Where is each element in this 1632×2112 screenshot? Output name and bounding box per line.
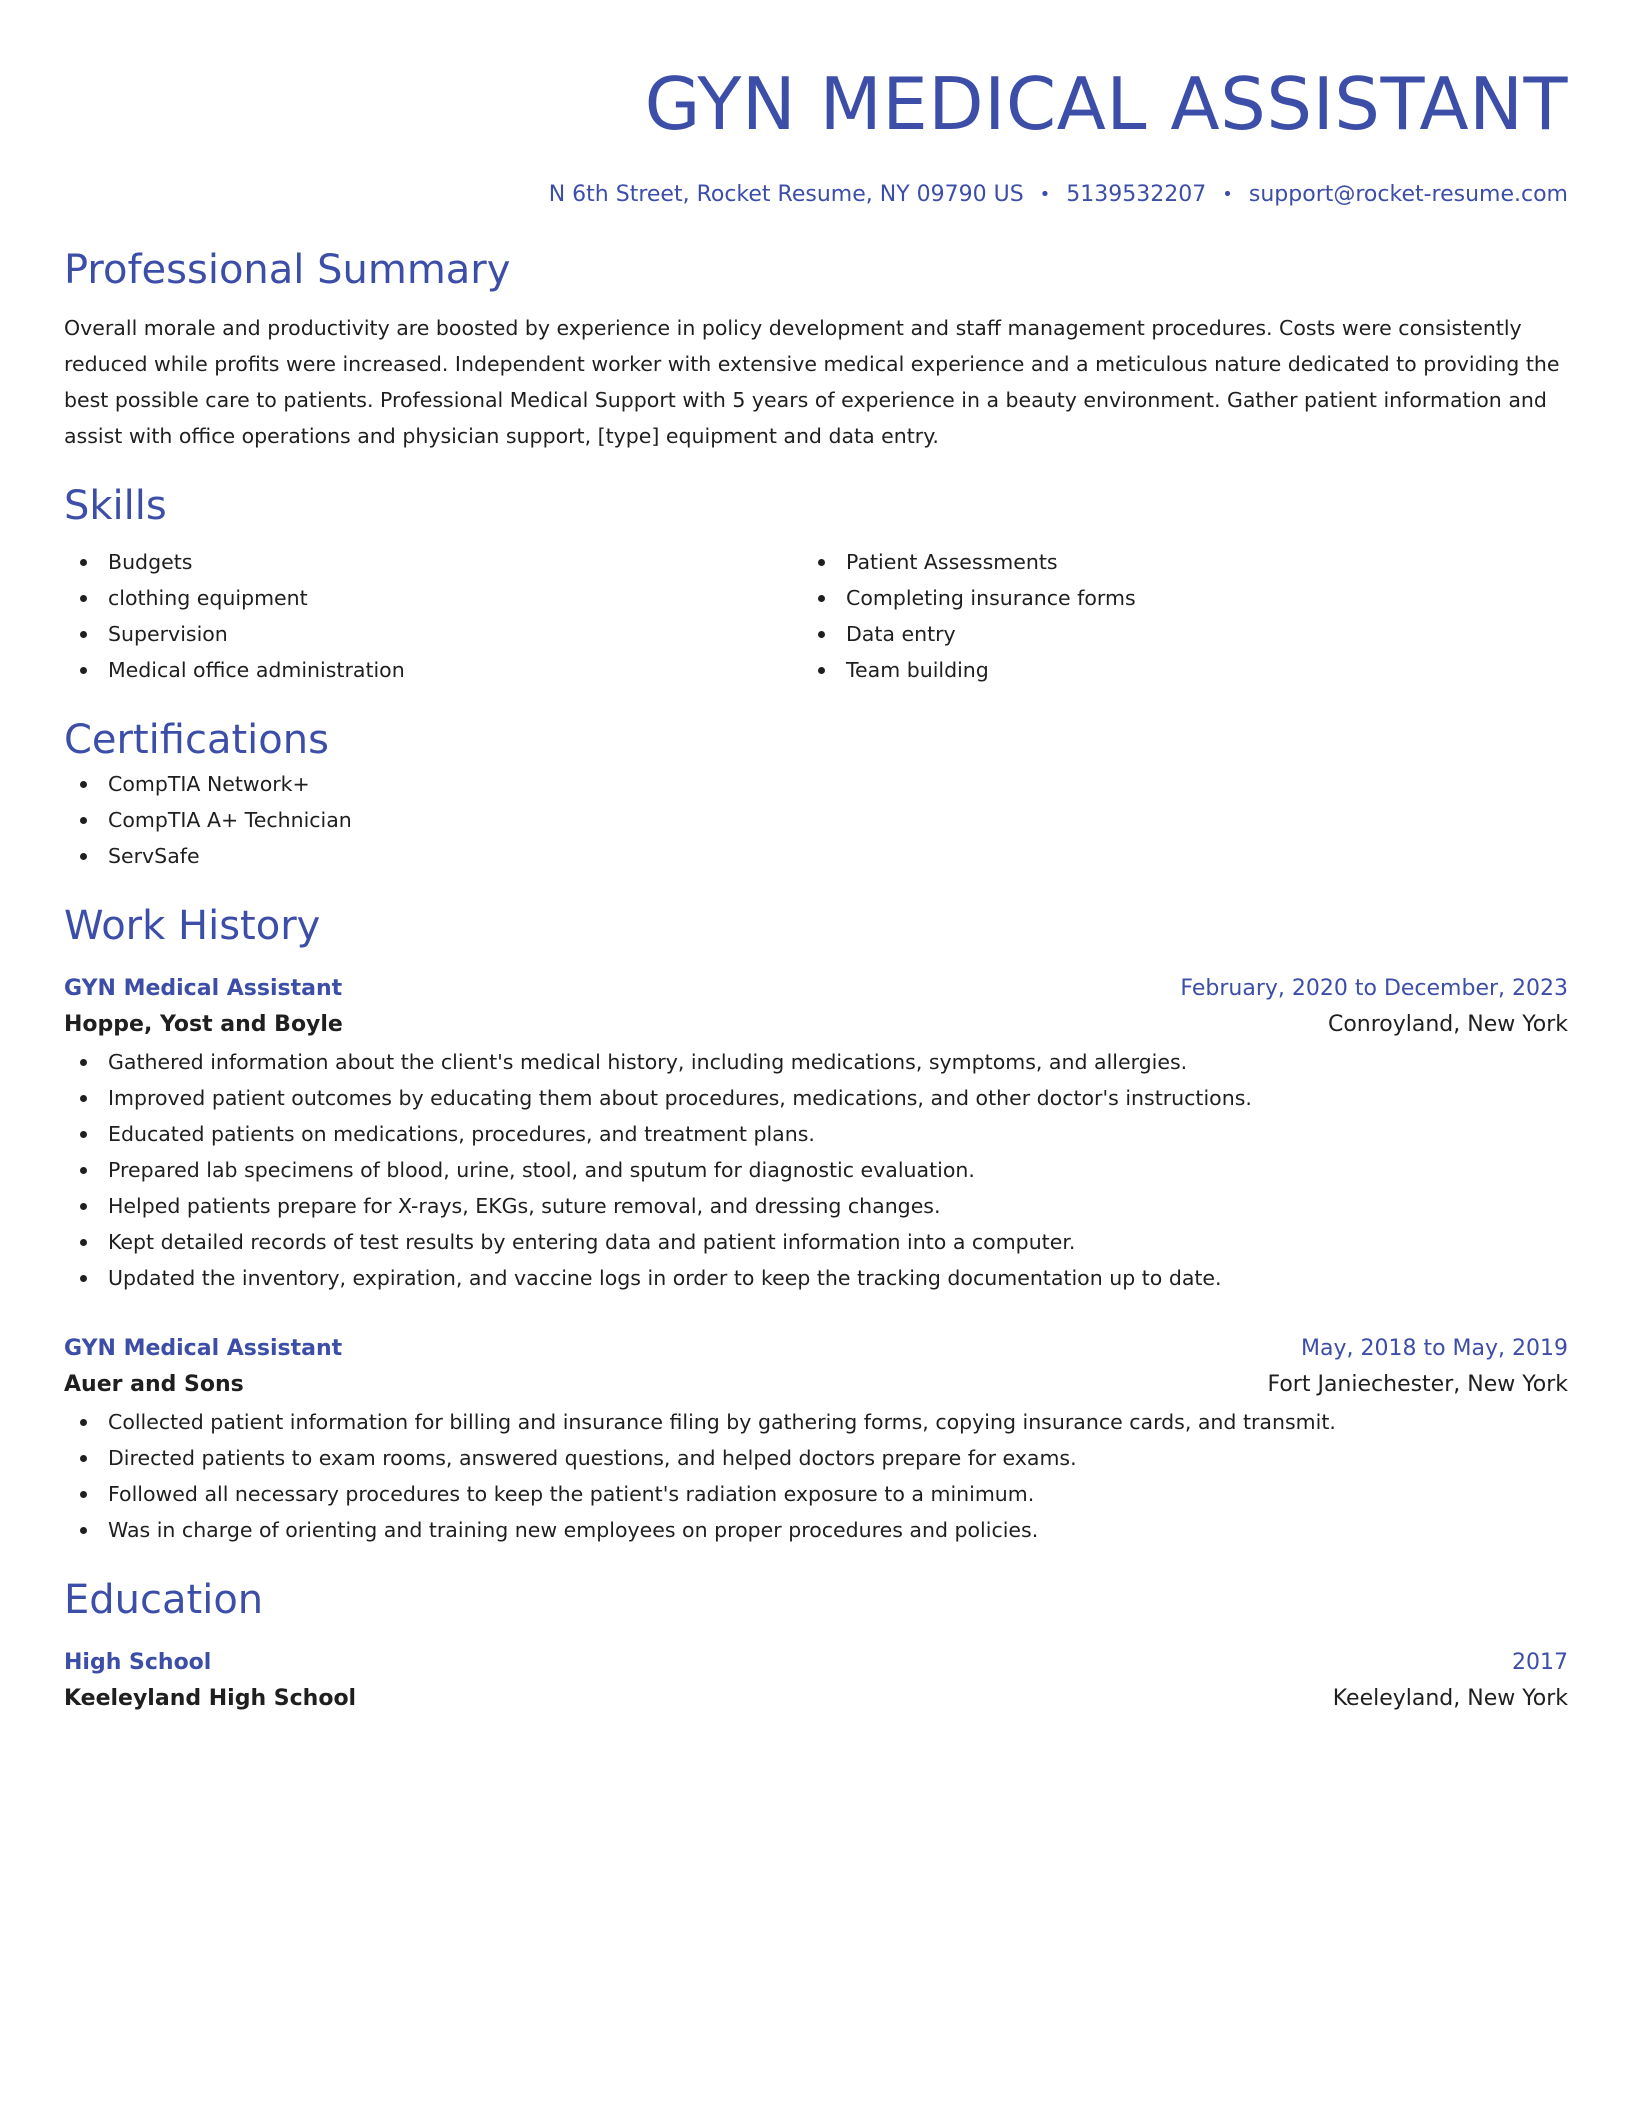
contact-line	[64, 180, 1568, 210]
contact-separator: •	[1039, 184, 1051, 205]
section-heading-work-history: Work History	[64, 903, 321, 949]
skill-item: Patient Assessments	[802, 544, 1540, 580]
contact-separator: •	[1222, 184, 1233, 205]
education-degree-row	[64, 1646, 1568, 1680]
job-bullet: Collected patient information for billing and insurance filing by gathering forms, copying insurance cards, and transmit.	[64, 1404, 1568, 1440]
job-bullet: Prepared lab specimens of blood, urine, stool, and sputum for diagnostic evaluation.	[64, 1152, 1568, 1188]
education-location: Keeleyland, New York	[1332, 1686, 1568, 1711]
certifications-list	[64, 766, 1568, 874]
skills-list-left	[64, 544, 802, 688]
skill-item: Completing insurance forms	[802, 580, 1540, 616]
summary-section	[64, 244, 1568, 454]
job-employer-row	[64, 1006, 1568, 1044]
contact-email[interactable]: support@rocket-resume.com	[1248, 182, 1568, 207]
job-dates: February, 2020 to December, 2023	[1180, 976, 1568, 1001]
job-title: GYN Medical Assistant	[64, 1336, 343, 1361]
section-heading-education: Education	[64, 1577, 264, 1623]
skill-item: Supervision	[64, 616, 802, 652]
education-section	[64, 1574, 1568, 1718]
skill-item: Budgets	[64, 544, 802, 580]
job-bullet: Directed patients to exam rooms, answered questions, and helped doctors prepare for exams.	[64, 1440, 1568, 1476]
job-location: Conroyland, New York	[1327, 1012, 1568, 1037]
skills-list-right	[802, 544, 1540, 688]
job-entry	[64, 972, 1568, 1296]
section-heading-skills: Skills	[64, 483, 167, 529]
job-employer: Auer and Sons	[64, 1372, 244, 1397]
job-bullet: Kept detailed records of test results by entering data and patient information into a computer.	[64, 1224, 1568, 1260]
job-bullet: Followed all necessary procedures to keep the patient's radiation exposure to a minimum.	[64, 1476, 1568, 1512]
job-dates: May, 2018 to May, 2019	[1301, 1336, 1568, 1361]
candidate-name: GYN MEDICAL ASSISTANT	[644, 62, 1568, 146]
job-bullet: Improved patient outcomes by educating them about procedures, medications, and other doctor's instructions.	[64, 1080, 1568, 1116]
job-bullet: Updated the inventory, expiration, and vaccine logs in order to keep the tracking documentation up to date.	[64, 1260, 1568, 1296]
job-bullet: Gathered information about the client's medical history, including medications, symptoms, and allergies.	[64, 1044, 1568, 1080]
education-degree: High School	[64, 1650, 212, 1675]
job-employer: Hoppe, Yost and Boyle	[64, 1012, 343, 1037]
job-employer-row	[64, 1366, 1568, 1404]
job-bullet-list	[64, 1044, 1568, 1296]
skills-columns	[64, 544, 1568, 688]
certification-item: CompTIA A+ Technician	[64, 802, 1568, 838]
education-entry	[64, 1646, 1568, 1718]
job-bullet-list	[64, 1404, 1568, 1548]
job-location: Fort Janiechester, New York	[1267, 1372, 1568, 1397]
job-bullet: Was in charge of orienting and training new employees on proper procedures and policies.	[64, 1512, 1568, 1548]
job-title: GYN Medical Assistant	[64, 976, 343, 1001]
certification-item: ServSafe	[64, 838, 1568, 874]
certification-item: CompTIA Network+	[64, 766, 1568, 802]
job-title-row	[64, 1332, 1568, 1366]
certifications-section	[64, 714, 1568, 874]
resume-header	[64, 58, 1568, 210]
job-title-row	[64, 972, 1568, 1006]
job-bullet: Educated patients on medications, procedures, and treatment plans.	[64, 1116, 1568, 1152]
skill-item: Medical office administration	[64, 652, 802, 688]
job-entry	[64, 1332, 1568, 1548]
skill-item: clothing equipment	[64, 580, 802, 616]
skill-item: Team building	[802, 652, 1540, 688]
section-heading-certifications: Certifications	[64, 717, 329, 763]
summary-text: Overall morale and productivity are boosted by experience in policy development and staff management procedures. Costs were consistently reduced while profits were increased. Independent worker with extensive medical experience and a meticulous nature dedicated to providing the best possible care to patients. Professional Medical Support with 5 years of experience in a beauty environment. Gather patient information and assist with office operations and physician support, [type] equipment and data entry.	[64, 316, 1560, 448]
job-bullet: Helped patients prepare for X-rays, EKGs, suture removal, and dressing changes.	[64, 1188, 1568, 1224]
contact-address: N 6th Street, Rocket Resume, NY 09790 US	[548, 182, 1024, 207]
section-heading-summary: Professional Summary	[64, 247, 511, 293]
education-school-row	[64, 1680, 1568, 1718]
education-year: 2017	[1512, 1650, 1568, 1675]
work-history-section	[64, 900, 1568, 1548]
skill-item: Data entry	[802, 616, 1540, 652]
skills-section	[64, 480, 1568, 688]
education-school: Keeleyland High School	[64, 1686, 357, 1711]
contact-phone: 5139532207	[1066, 182, 1207, 207]
